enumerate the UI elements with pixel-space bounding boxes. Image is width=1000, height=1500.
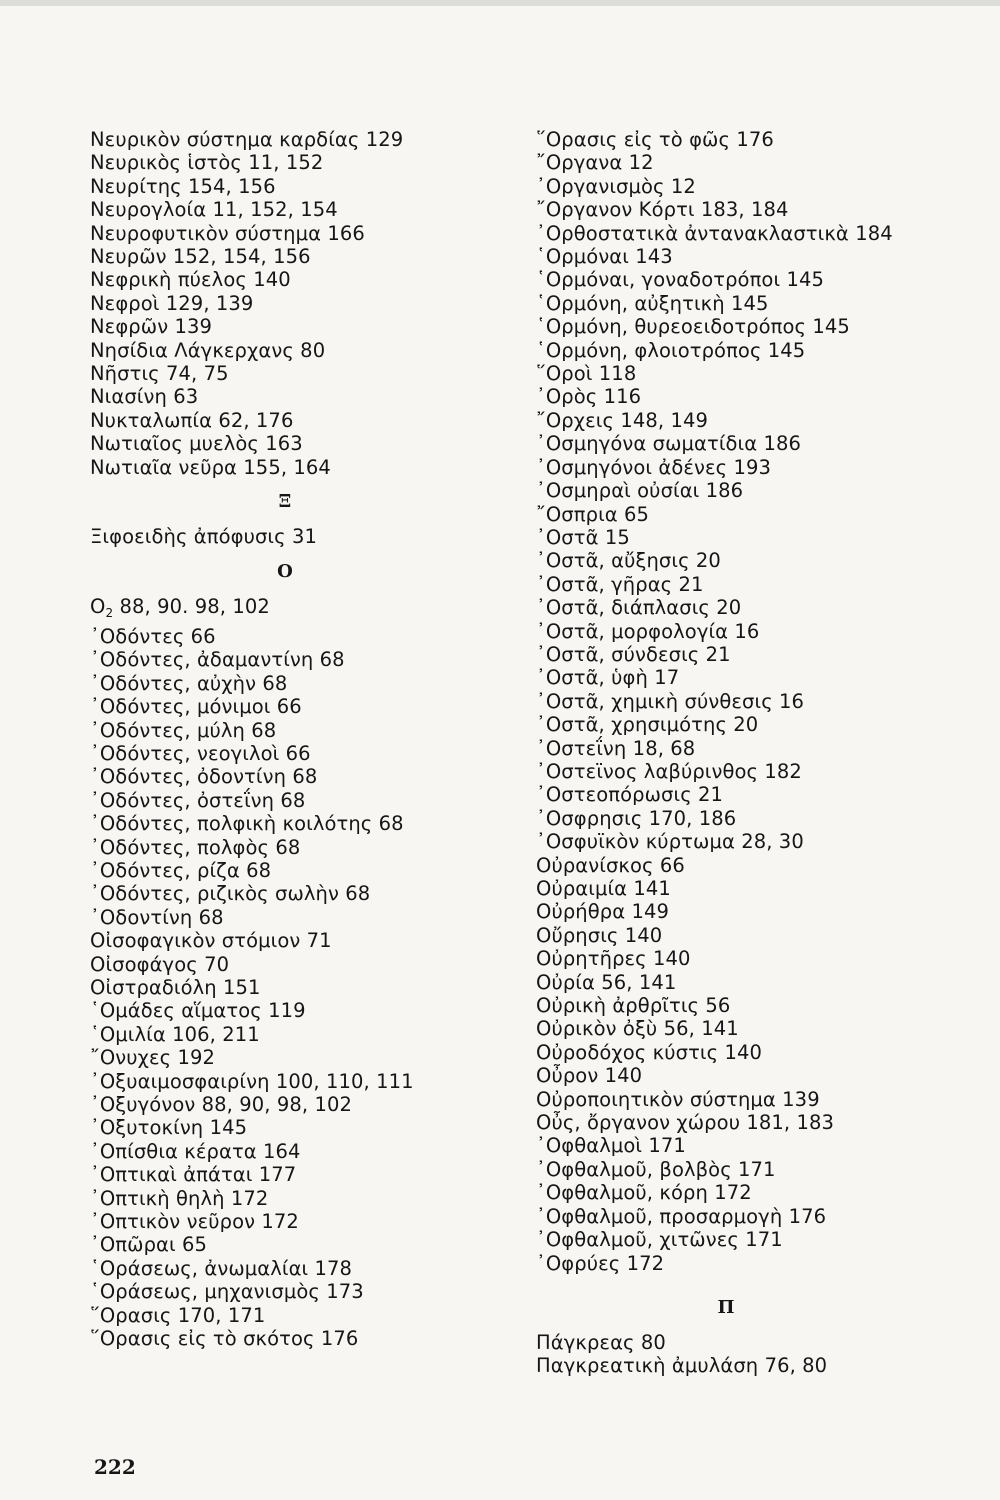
index-entry: Οὐρία 56, 141 [536,970,677,994]
index-entry: Πάγκρεας 80 [536,1330,666,1354]
index-entry: ᾿Οστᾶ, σύνδεσις 21 [536,642,731,666]
index-entry: Νευρικὸς ἱστὸς 11, 152 [90,151,324,175]
index-entry: ᾿Οξυγόνον 88, 90, 98, 102 [90,1093,352,1117]
index-entry: ῾Οράσεως, ἀνωμαλίαι 178 [90,1256,353,1280]
index-entry: ᾿Οστεϊνος λαβύρινθος 182 [536,759,802,783]
section-letter-o: Ο [277,560,293,582]
index-entry: Οὐραιμία 141 [536,877,671,900]
index-entry: ᾿Ορθοστατικὰ ἀντανακλαστικὰ 184 [536,221,893,245]
index-entry: ᾿Οδόντες, νεογιλοὶ 66 [90,741,311,765]
index-entry: ᾿Οστᾶ 15 [536,525,630,549]
index-entry: ᾿Ορὸς 116 [536,385,642,409]
index-entry: ᾿Οφθαλμοῦ, κόρη 172 [536,1181,752,1205]
index-entry: Νευροφυτικὸν σύστημα 166 [90,221,365,245]
index-group-pi [536,1331,976,1378]
o2-label: O [90,594,106,618]
index-group-n [90,128,510,479]
index-entry: Οὐρητῆρες 140 [536,947,691,971]
index-entry: ᾿Οδόντες 66 [90,624,216,648]
index-entry: ᾿Οφθαλμοῦ, βολβὸς 171 [536,1157,776,1181]
section-letter-xi: Ξ [278,491,292,513]
index-entry: Νεφρικὴ πύελος 140 [90,268,291,292]
index-entry: ᾿Οστᾶ, χημικὴ σύνθεσις 16 [536,689,805,713]
index-group-o-continued [536,128,976,1275]
page-number: 222 [94,1455,136,1479]
index-entry: Νευρῶν 152, 154, 156 [90,245,311,269]
index-entry: ᾿Οστεΐνη 18, 68 [536,736,696,760]
index-entry: ᾿Οδόντες, ὀδοντίνη 68 [90,765,318,789]
index-entry: ᾿Οσφρησις 170, 186 [536,806,737,830]
left-column [90,128,510,1351]
index-entry: ᾿Οδόντες, μύλη 68 [90,718,277,742]
index-entry: Οὖρον 140 [536,1064,643,1088]
index-entry: ᾿Οδόντες, πολφὸς 68 [90,835,301,859]
right-column [536,128,976,1378]
index-entry: ᾿Οσμηγόνοι ἀδένες 193 [536,455,772,479]
index-entry: ᾿Οπῶραι 65 [90,1233,208,1257]
index-entry: ῎Ορχεις 148, 149 [536,408,708,432]
index-entry: Νωτιαῖα νεῦρα 155, 164 [90,455,331,479]
index-entry: ᾿Οστᾶ, διάπλασις 20 [536,596,742,620]
index-entry: ῞Ορασις εἰς τὸ φῶς 176 [536,128,774,151]
o2-subscript: 2 [105,605,114,620]
index-entry: ᾿Οφρύες 172 [536,1251,665,1275]
index-entry: Νευρογλοία 11, 152, 154 [90,198,338,222]
index-entry: ῎Οσπρια 65 [536,502,650,526]
index-entry: Οὐρικὸν ὀξὺ 56, 141 [536,1017,739,1041]
index-entry: ῞Ορασις 170, 171 [90,1303,266,1327]
index-entry: Νευρικὸν σύστημα καρδίας 129 [90,128,404,151]
index-entry: ᾿Οπίσθια κέρατα 164 [90,1139,301,1163]
index-group-o [90,625,510,1351]
index-entry: Οὐρήθρα 149 [536,900,670,924]
index-entry: Οἰστραδιόλη 151 [90,976,261,999]
index-entry: ᾿Οστεοπόρωσις 21 [536,783,724,807]
index-entry: ᾿Οφθαλμοῦ, προσαρμογὴ 176 [536,1204,827,1228]
index-entry: ῾Ορμόναι, γοναδοτρόποι 145 [536,268,824,292]
o2-pages: 88, 90. 98, 102 [113,594,270,618]
index-entry: Οὔρησις 140 [536,923,663,947]
index-entry: ῞Ορασις εἰς τὸ σκότος 176 [90,1327,359,1351]
index-entry: Οὐρανίσκος 66 [536,853,685,877]
index-entry: ᾿Οδόντες, ρίζα 68 [90,858,272,882]
section-letter-pi: Π [717,1296,735,1318]
index-entry: Οὐροποιητικὸν σύστημα 139 [536,1087,820,1111]
index-entry: ᾿Οδόντες, μόνιμοι 66 [90,695,302,719]
index-entry: Νωτιαῖος μυελὸς 163 [90,432,303,456]
index-entry: ῾Ορμόνη, αὐξητικὴ 145 [536,291,769,315]
index-entry: Νιασίνη 63 [90,385,199,409]
index-entry: ῎Οργανα 12 [536,151,654,175]
index-entry: ῾Ορμόνη, φλοιοτρόπος 145 [536,338,806,362]
index-entry: Νεφρῶν 139 [90,315,213,339]
index-entry: Νησίδια Λάγκερχανς 80 [90,338,326,362]
index-entry: ῾Οράσεως, μηχανισμὸς 173 [90,1280,364,1304]
index-entry: ᾿Οστᾶ, ὑφὴ 17 [536,666,680,690]
index-entry: ῎Ονυχες 192 [90,1046,216,1070]
index-entry: Νῆστις 74, 75 [90,362,229,386]
index-group-xi [90,525,510,548]
index-entry: ᾿Οφθαλμοὶ 171 [536,1134,686,1158]
index-entry: ᾿Οργανισμὸς 12 [536,174,696,198]
index-entry: Παγκρεατικὴ ἀμυλάση 76, 80 [536,1354,828,1378]
index-entry: ᾿Οδόντες, ὀστεΐνη 68 [90,788,306,812]
index-entry: Νεφροὶ 129, 139 [90,291,254,315]
top-edge [0,0,1000,6]
index-entry: Ξιφοειδὴς ἀπόφυσις 31 [90,525,317,549]
index-entry: ᾿Οφθαλμοῦ, χιτῶνες 171 [536,1228,783,1252]
index-entry: ᾿Οδόντες, αὐχὴν 68 [90,671,288,695]
index-entry: ᾿Οσφυϊκὸν κύρτωμα 28, 30 [536,830,804,854]
index-entry: ᾿Οπτικαὶ ἀπάται 177 [90,1163,297,1187]
index-entry: ᾿Οπτικὸν νεῦρον 172 [90,1210,299,1234]
index-entry: ᾿Οπτικὴ θηλὴ 172 [90,1186,269,1210]
index-entry: ᾿Οδόντες, ριζικὸς σωλὴν 68 [90,882,371,906]
index-entry-o2 [90,595,510,625]
index-entry: Οἰσοφαγικὸν στόμιον 71 [90,929,332,953]
index-entry: Νυκταλωπία 62, 176 [90,408,294,432]
index-entry: ῎Οργανον Κόρτι 183, 184 [536,198,789,222]
index-entry: ᾿Οδοντίνη 68 [90,905,224,929]
index-entry: ᾿Οσμηγόνα σωματίδια 186 [536,432,802,456]
index-entry: ᾿Οστᾶ, χρησιμότης 20 [536,713,759,737]
index-entry: ᾿Οστᾶ, μορφολογία 16 [536,619,760,643]
index-entry: ᾿Οδόντες, ἀδαμαντίνη 68 [90,648,345,672]
index-entry: ῞Οροὶ 118 [536,362,637,386]
index-entry: Νευρίτης 154, 156 [90,174,276,198]
index-entry: ᾿Οστᾶ, γῆρας 21 [536,572,704,596]
index-entry: ᾿Οστᾶ, αὔξησις 20 [536,549,721,573]
index-entry: ῾Ορμόναι 143 [536,245,673,269]
index-entry: ᾿Οσμηραὶ οὐσίαι 186 [536,479,744,503]
index-entry: Οἰσοφάγος 70 [90,952,230,976]
index-entry: Οὖς, ὄργανον χώρου 181, 183 [536,1111,835,1135]
index-entry: ῾Ομιλία 106, 211 [90,1022,260,1046]
index-entry: ῾Ορμόνη, θυρεοειδοτρόπος 145 [536,315,850,339]
spacer [536,1275,976,1285]
index-entry: ᾿Οξυαιμοσφαιρίνη 100, 110, 111 [90,1069,414,1093]
index-entry: Οὐροδόχος κύστις 140 [536,1040,762,1064]
index-entry: ᾿Οδόντες, πολφικὴ κοιλότης 68 [90,812,404,836]
index-entry: ᾿Οξυτοκίνη 145 [90,1116,248,1140]
index-entry: Οὐρικὴ ἀρθρῖτις 56 [536,994,731,1018]
index-entry: ῾Ομάδες αἵματος 119 [90,999,306,1023]
